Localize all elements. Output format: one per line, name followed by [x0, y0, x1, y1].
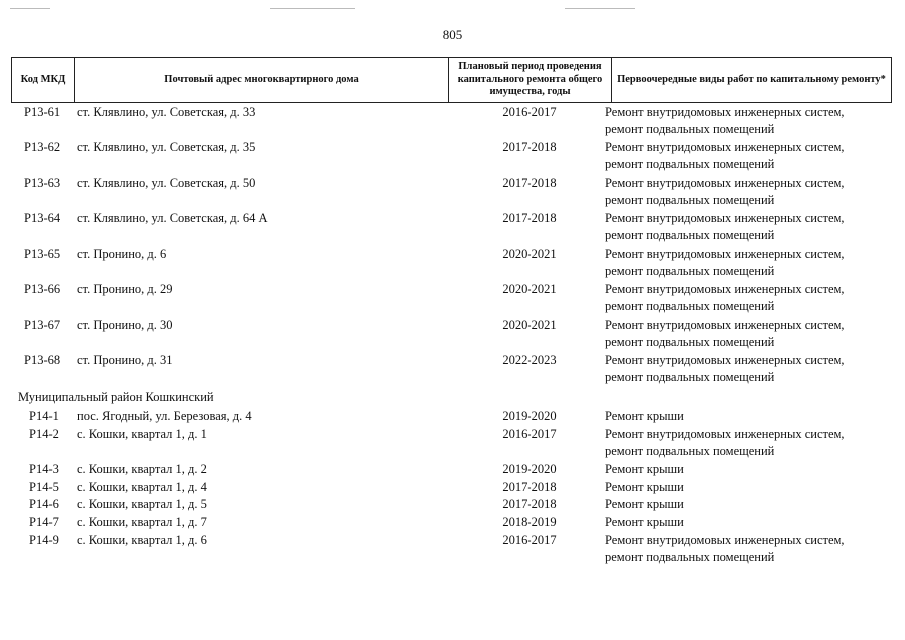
row-works-line: ремонт подвальных помещений	[605, 228, 775, 242]
row-works-line: ремонт подвальных помещений	[605, 193, 775, 207]
table-header	[11, 57, 892, 103]
row-code: Р13-66	[24, 282, 61, 296]
row-address: с. Кошки, квартал 1, д. 6	[77, 533, 207, 547]
row-period: 2017-2018	[502, 211, 557, 225]
row-period: 2020-2021	[502, 318, 557, 332]
row-address: ст. Клявлино, ул. Советская, д. 33	[77, 105, 256, 119]
row-works	[605, 514, 890, 531]
row-works	[605, 317, 890, 351]
row-period: 2019-2020	[502, 462, 557, 476]
row-works-line: ремонт подвальных помещений	[605, 264, 775, 278]
row-works-line: Ремонт внутридомовых инженерных систем,	[605, 105, 845, 119]
row-address: ст. Пронино, д. 31	[77, 353, 173, 367]
row-works-line: Ремонт внутридомовых инженерных систем,	[605, 353, 845, 367]
row-period: 2022-2023	[502, 353, 557, 367]
row-works-line: Ремонт внутридомовых инженерных систем,	[605, 176, 845, 190]
row-period: 2020-2021	[502, 247, 557, 261]
row-code: Р14-1	[29, 409, 59, 423]
row-code: Р14-3	[29, 462, 59, 476]
row-works-line: ремонт подвальных помещений	[605, 299, 775, 313]
row-period: 2016-2017	[502, 105, 557, 119]
scan-artifact	[270, 8, 355, 9]
row-works	[605, 479, 890, 496]
row-address: пос. Ягодный, ул. Березовая, д. 4	[77, 409, 252, 423]
row-address: с. Кошки, квартал 1, д. 5	[77, 497, 207, 511]
row-works-line: Ремонт крыши	[605, 462, 684, 476]
header-works: Первоочередные виды работ по капитальному ремонту*	[617, 73, 886, 85]
row-code: Р14-9	[29, 533, 59, 547]
row-period: 2020-2021	[502, 282, 557, 296]
scan-artifact	[10, 8, 50, 9]
row-address: с. Кошки, квартал 1, д. 2	[77, 462, 207, 476]
row-code: Р13-63	[24, 176, 61, 190]
row-works	[605, 352, 890, 386]
row-address: ст. Пронино, д. 6	[77, 247, 167, 261]
row-code: Р13-62	[24, 140, 61, 154]
row-address: ст. Клявлино, ул. Советская, д. 35	[77, 140, 256, 154]
row-address: ст. Пронино, д. 29	[77, 282, 173, 296]
row-works-line: ремонт подвальных помещений	[605, 444, 775, 458]
row-works-line: Ремонт внутридомовых инженерных систем,	[605, 140, 845, 154]
row-address: ст. Пронино, д. 30	[77, 318, 173, 332]
row-works-line: ремонт подвальных помещений	[605, 157, 775, 171]
row-works	[605, 408, 890, 425]
row-period: 2019-2020	[502, 409, 557, 423]
row-code: Р13-61	[24, 105, 61, 119]
header-address: Почтовый адрес многоквартирного дома	[75, 58, 449, 102]
row-works-line: Ремонт крыши	[605, 515, 684, 529]
row-works	[605, 246, 890, 280]
row-works-line: Ремонт внутридомовых инженерных систем,	[605, 318, 845, 332]
row-works	[605, 496, 890, 513]
section-title: Муниципальный район Кошкинский	[18, 390, 214, 404]
row-period: 2017-2018	[502, 480, 557, 494]
row-code: Р13-65	[24, 247, 61, 261]
row-period: 2017-2018	[502, 497, 557, 511]
row-code: Р13-68	[24, 353, 61, 367]
row-works-line: Ремонт крыши	[605, 497, 684, 511]
row-period: 2016-2017	[502, 533, 557, 547]
row-works-line: Ремонт крыши	[605, 409, 684, 423]
row-address: ст. Клявлино, ул. Советская, д. 64 А	[77, 211, 268, 225]
row-works	[605, 104, 890, 138]
row-period: 2017-2018	[502, 140, 557, 154]
row-address: с. Кошки, квартал 1, д. 7	[77, 515, 207, 529]
row-code: Р14-2	[29, 427, 59, 441]
header-code: Код МКД	[12, 58, 75, 102]
row-code: Р13-67	[24, 318, 61, 332]
row-works-line: ремонт подвальных помещений	[605, 370, 775, 384]
row-works-line: ремонт подвальных помещений	[605, 550, 775, 564]
row-address: ст. Клявлино, ул. Советская, д. 50	[77, 176, 256, 190]
row-works-line: ремонт подвальных помещений	[605, 122, 775, 136]
row-period: 2016-2017	[502, 427, 557, 441]
row-works-line: Ремонт внутридомовых инженерных систем,	[605, 533, 845, 547]
row-code: Р14-5	[29, 480, 59, 494]
header-period: Плановый период проведения капитального ремонта общего имущества, годы	[449, 58, 612, 102]
row-works-line: Ремонт внутридомовых инженерных систем,	[605, 211, 845, 225]
row-works	[605, 139, 890, 173]
row-works	[605, 461, 890, 478]
row-period: 2017-2018	[502, 176, 557, 190]
row-works	[605, 532, 890, 566]
row-works-line: Ремонт внутридомовых инженерных систем,	[605, 247, 845, 261]
row-works-line: Ремонт крыши	[605, 480, 684, 494]
row-works	[605, 426, 890, 460]
row-code: Р13-64	[24, 211, 61, 225]
row-works-line: ремонт подвальных помещений	[605, 335, 775, 349]
row-address: с. Кошки, квартал 1, д. 4	[77, 480, 207, 494]
row-works-line: Ремонт внутридомовых инженерных систем,	[605, 427, 845, 441]
scan-artifact	[565, 8, 635, 9]
row-code: Р14-7	[29, 515, 59, 529]
row-works	[605, 281, 890, 315]
row-works	[605, 210, 890, 244]
row-works-line: Ремонт внутридомовых инженерных систем,	[605, 282, 845, 296]
row-address: с. Кошки, квартал 1, д. 1	[77, 427, 207, 441]
row-period: 2018-2019	[502, 515, 557, 529]
page-number: 805	[442, 27, 463, 42]
row-works	[605, 175, 890, 209]
row-code: Р14-6	[29, 497, 59, 511]
